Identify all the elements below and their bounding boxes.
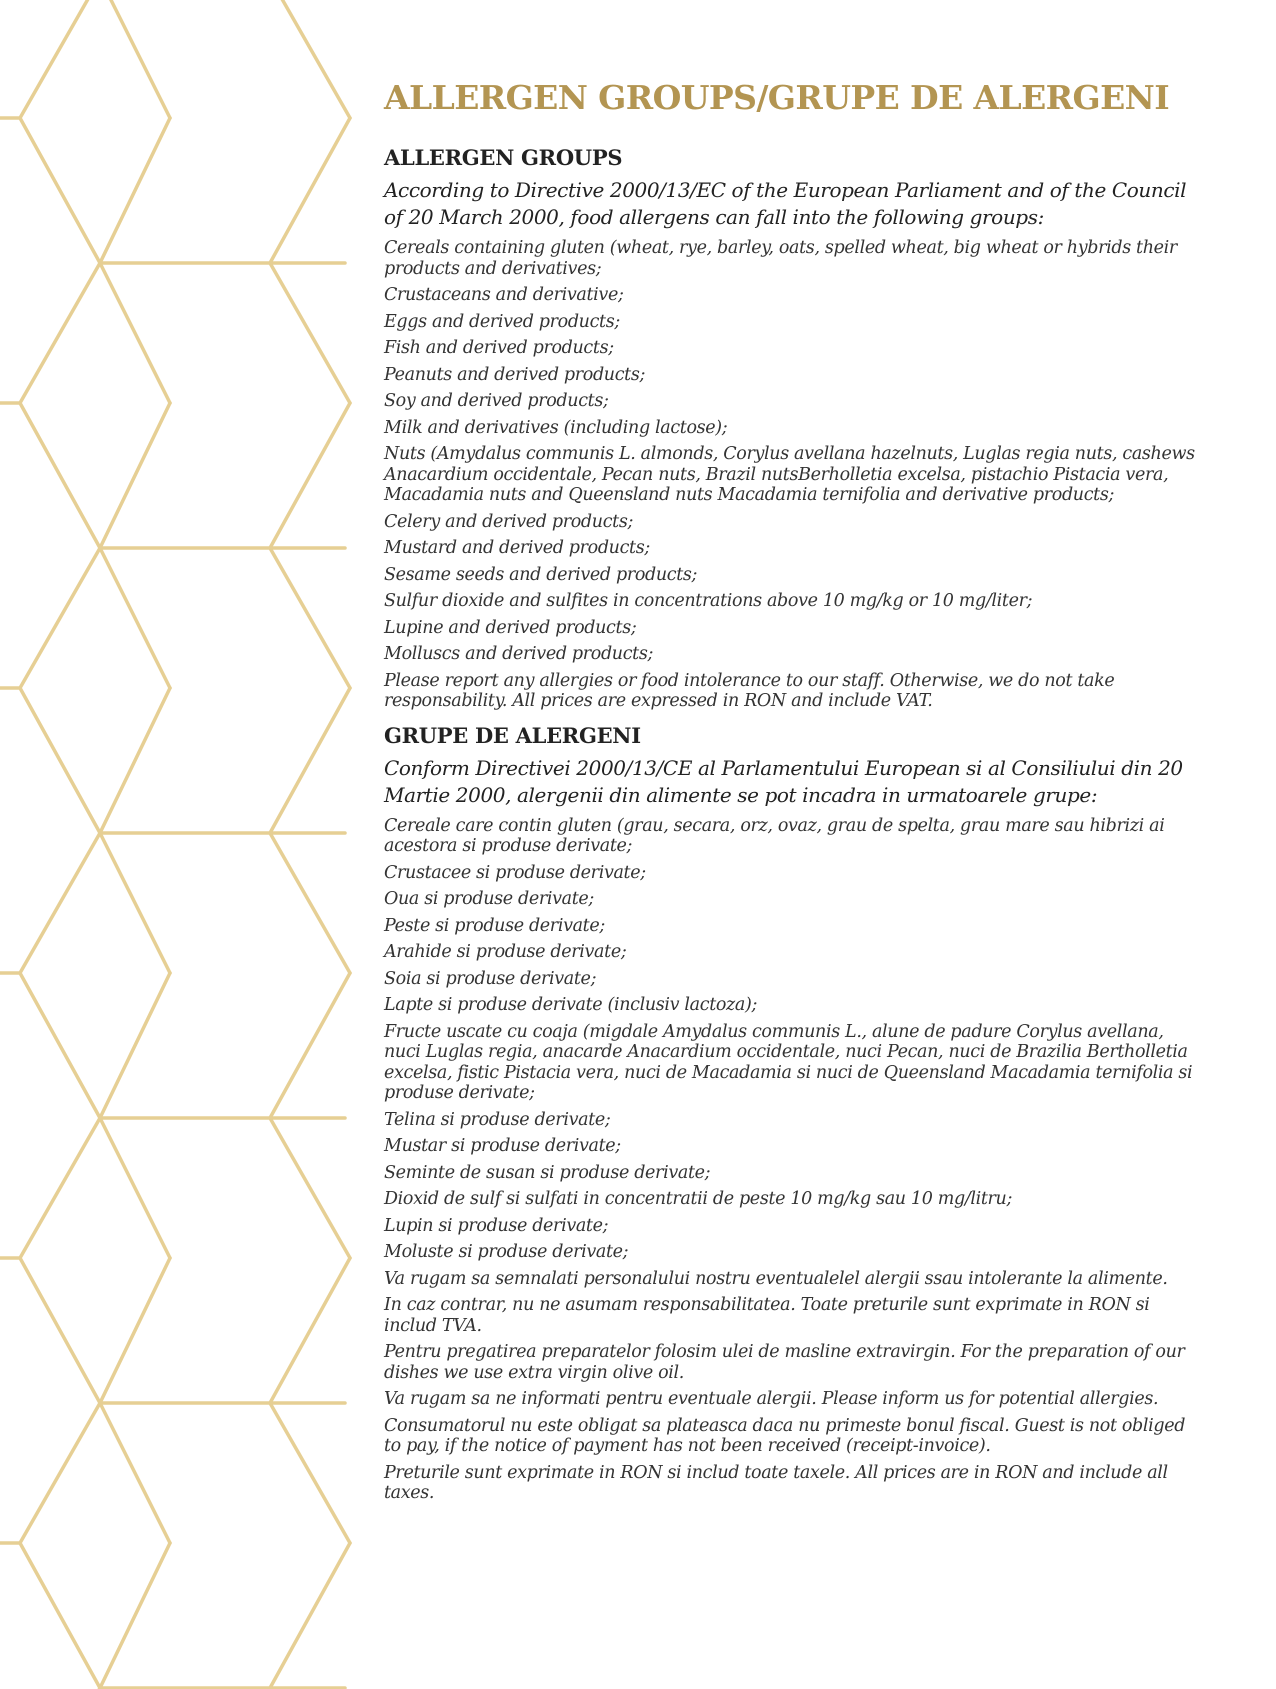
list-item: Soy and derived products;	[384, 391, 609, 411]
pattern-line	[20, 1543, 100, 1688]
pattern-line	[100, 1258, 170, 1403]
pattern-line	[100, 1118, 170, 1258]
list-item: Pentru pregatirea preparatelor folosim ulei de masline extravirgin. For the preparation of our dishes we use extra virgin olive oil.	[384, 1342, 1185, 1383]
list-item: Fructe uscate cu coaja (migdale Amydalus communis L., alune de padure Corylus avellana, nuci Luglas regia, anacarde Anacardium occidentale, nuci Pecan, nuci de Brazilia Bertholletia excelsa, fistic Pistacia vera, nuci de Macadamia si nuci de Queensland Macadamia ternifolia si produse derivate;	[384, 1021, 1193, 1103]
list-item: Arahide si produse derivate;	[384, 942, 627, 962]
pattern-line	[100, 0, 170, 118]
pattern-line	[270, 688, 350, 833]
hexagon-pattern-decoration	[0, 0, 360, 1689]
list-item: Eggs and derived products;	[384, 311, 620, 332]
pattern-line	[20, 688, 100, 833]
pattern-line	[20, 548, 100, 688]
pattern-line	[20, 833, 100, 973]
list-item: Telina si produse derivate;	[384, 1109, 611, 1130]
pattern-line	[100, 263, 170, 403]
list-item: Seminte de susan si produse derivate;	[384, 1162, 711, 1183]
section-allergen-groups-en	[384, 144, 1204, 712]
list-item: Va rugam sa semnalati personalului nostru eventualelel alergii ssau intolerante la alimente.	[384, 1268, 1168, 1289]
list-item: Sulfur dioxide and sulfites in concentrations above 10 mg/kg or 10 mg/liter;	[384, 591, 1033, 611]
section-grupe-de-alergeni-ro	[384, 722, 1204, 1504]
pattern-line	[270, 0, 350, 118]
list-item: Fish and derived products;	[384, 338, 614, 358]
pattern-line	[270, 1403, 350, 1543]
allergen-content	[384, 78, 1204, 1514]
list-item: Peanuts and derived products;	[384, 364, 646, 385]
pattern-line	[100, 688, 170, 833]
list-item: Molluscs and derived products;	[384, 644, 654, 664]
list-item: Crustacee si produse derivate;	[384, 862, 646, 883]
pattern-line	[100, 973, 170, 1118]
list-item: Cereals containing gluten (wheat, rye, barley, oats, spelled wheat, big wheat or hybrids their products and derivatives;	[384, 238, 1177, 279]
list-item: Va rugam sa ne informati pentru eventuale alergii. Please inform us for potential allergies.	[384, 1389, 1159, 1409]
pattern-line	[100, 548, 170, 688]
list-item: Mustar si produse derivate;	[384, 1136, 621, 1156]
pattern-line	[20, 973, 100, 1118]
pattern-line	[270, 973, 350, 1118]
pattern-line	[270, 263, 350, 403]
pattern-line	[270, 833, 350, 973]
pattern-line	[100, 403, 170, 548]
list-item: Celery and derived products;	[384, 511, 634, 532]
page-title: ALLERGEN GROUPS/GRUPE DE ALERGENI	[384, 78, 1170, 117]
list-item: Oua si produse derivate;	[384, 889, 594, 909]
section-heading: GRUPE DE ALERGENI	[384, 722, 641, 748]
list-item: Mustard and derived products;	[384, 538, 650, 558]
allergen-list	[384, 238, 1204, 712]
list-item: In caz contrar, nu ne asumam responsabilitatea. Toate preturile sunt exprimate in RON si includ TVA.	[384, 1295, 1150, 1336]
pattern-line	[20, 1258, 100, 1403]
list-item: Please report any allergies or food intolerance to our staff. Otherwise, we do not take responsability. All prices are expressed in RON and include VAT.	[384, 670, 1115, 711]
pattern-line	[20, 1118, 100, 1258]
list-item: Consumatorul nu este obligat sa plateasca daca nu primeste bonul fiscal. Guest is not obliged to pay, if the notice of payment has not been received (receipt-invoice).	[384, 1415, 1186, 1456]
list-item: Sesame seeds and derived products;	[384, 564, 698, 585]
pattern-line	[270, 548, 350, 688]
pattern-line	[270, 1543, 350, 1688]
list-item: Milk and derivatives (including lactose);	[384, 417, 728, 438]
pattern-line	[270, 1258, 350, 1403]
pattern-line	[270, 403, 350, 548]
list-item: Peste si produse derivate;	[384, 915, 605, 936]
pattern-line	[100, 1403, 170, 1543]
list-item: Moluste si produse derivate;	[384, 1242, 629, 1262]
list-item: Soia si produse derivate;	[384, 968, 597, 989]
list-item: Lupine and derived products;	[384, 617, 637, 638]
list-item: Dioxid de sulf si sulfati in concentratii de peste 10 mg/kg sau 10 mg/litru;	[384, 1189, 1013, 1209]
list-item: Lupin si produse derivate;	[384, 1215, 609, 1236]
pattern-line	[20, 263, 100, 403]
section-intro: Conform Directivei 2000/13/CE al Parlamentului European si al Consiliului din 20 Martie 2000, alergenii din alimente se pot incadra in urmatoarele grupe:	[384, 755, 1183, 807]
list-item: Nuts (Amydalus communis L. almonds, Corylus avellana hazelnuts, Luglas regia nuts, cashews Anacardium occidentale, Pecan nuts, Brazil nutsBerholletia excelsa, pistachio Pistacia vera, Macadamia nuts and Queensland nuts Macadamia ternifolia and derivative products;	[384, 444, 1195, 505]
pattern-line	[100, 1543, 170, 1688]
section-heading: ALLERGEN GROUPS	[384, 145, 623, 170]
pattern-line	[20, 403, 100, 548]
list-item: Cereale care contin gluten (grau, secara, orz, ovaz, grau de spelta, grau mare sau hibrizi ai acestora si produse derivate;	[384, 815, 1165, 856]
pattern-line	[20, 1403, 100, 1543]
allergen-list	[384, 816, 1204, 1504]
pattern-line	[20, 0, 100, 118]
pattern-line	[100, 118, 170, 263]
pattern-line	[270, 1118, 350, 1258]
list-item: Crustaceans and derivative;	[384, 285, 624, 305]
pattern-line	[270, 118, 350, 263]
pattern-line	[100, 833, 170, 973]
section-intro: According to Directive 2000/13/EC of the European Parliament and of the Council of 20 March 2000, food allergens can fall into the following groups:	[384, 178, 1187, 229]
pattern-line	[20, 118, 100, 263]
list-item: Lapte si produse derivate (inclusiv lactoza);	[384, 995, 758, 1015]
list-item: Preturile sunt exprimate in RON si includ toate taxele. All prices are in RON and include all taxes.	[384, 1462, 1168, 1503]
